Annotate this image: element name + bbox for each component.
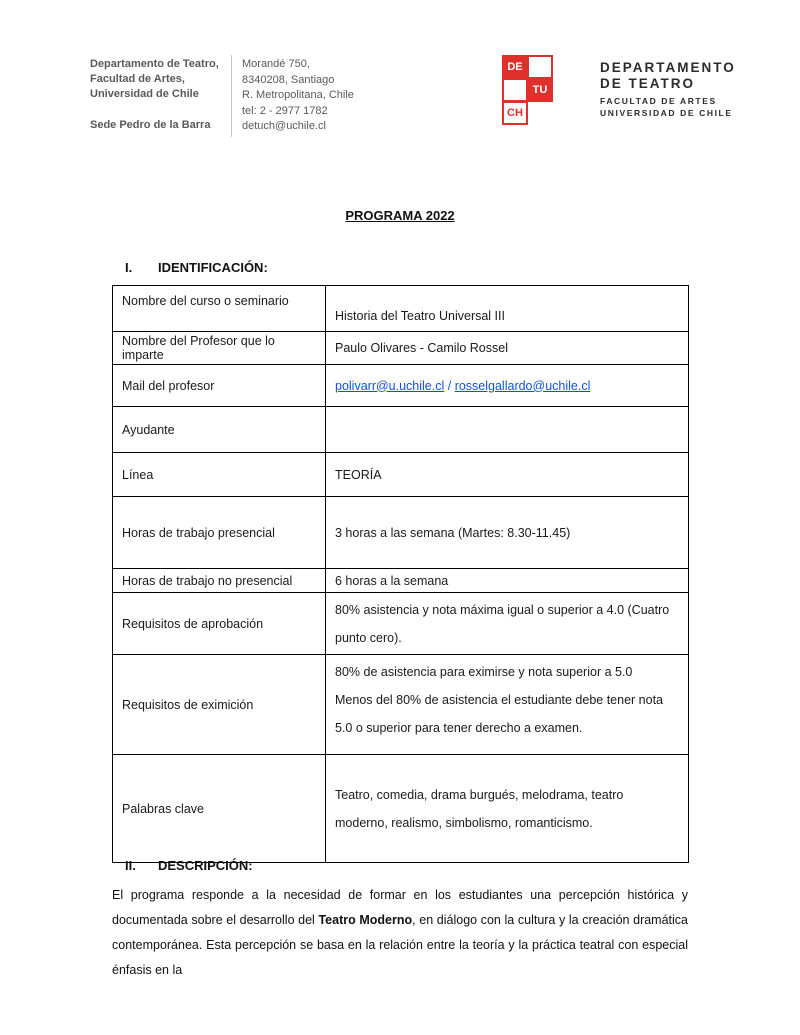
professor-email-link-2[interactable]: rosselgallardo@uchile.cl <box>454 378 591 393</box>
logo-row <box>503 102 553 125</box>
table-row <box>113 286 689 332</box>
row-label: Línea <box>113 453 326 497</box>
section-title: IDENTIFICACIÓN: <box>158 260 268 275</box>
table-row <box>113 593 689 655</box>
logo-box-empty <box>527 55 553 79</box>
header-contact <box>242 57 392 135</box>
row-label: Nombre del Profesor que lo imparte <box>113 332 326 365</box>
section-identification-heading <box>125 260 268 275</box>
institution-line: Facultad de Artes, <box>90 73 185 85</box>
header-institution <box>90 57 228 133</box>
header-divider <box>231 55 232 137</box>
row-value: Teatro, comedia, drama burgués, melodrama, teatro moderno, realismo, simbolismo, romanticismo. <box>326 755 689 863</box>
header-department-name <box>600 60 736 119</box>
detuch-logo-icon <box>503 56 553 125</box>
table-row <box>113 365 689 407</box>
logo-box-ch: CH <box>502 101 528 125</box>
logo-box-empty <box>502 78 528 102</box>
department-title-line: DE TEATRO <box>600 76 695 91</box>
logo-box-tu: TU <box>527 78 553 102</box>
department-title-line: DEPARTAMENTO <box>600 60 736 75</box>
row-value: TEORÍA <box>326 453 689 497</box>
row-value: Historia del Teatro Universal III <box>326 286 689 332</box>
institution-campus: Sede Pedro de la Barra <box>90 119 211 131</box>
table-row <box>113 407 689 453</box>
description-paragraph <box>112 883 688 983</box>
logo-row <box>503 79 553 102</box>
email-separator: / <box>444 378 455 393</box>
department-subtitle-line: UNIVERSIDAD DE CHILE <box>600 107 733 118</box>
row-label: Horas de trabajo presencial <box>113 497 326 569</box>
table-row <box>113 453 689 497</box>
description-text: El programa responde a la necesidad de formar en los estudiantes una percepción histórica y documentada sobre el desarrollo del <box>112 888 688 927</box>
document-header <box>90 55 750 145</box>
page-title: PROGRAMA 2022 <box>345 208 455 223</box>
row-label: Palabras clave <box>113 755 326 863</box>
row-value: 3 horas a las semana (Martes: 8.30-11.45) <box>326 497 689 569</box>
contact-phone: tel: 2 - 2977 1782 <box>242 104 328 117</box>
row-label: Requisitos de eximición <box>113 655 326 755</box>
row-value <box>326 655 689 755</box>
table-row <box>113 332 689 365</box>
contact-email: detuch@uchile.cl <box>242 120 326 132</box>
logo-box-de: DE <box>502 55 528 79</box>
section-title: DESCRIPCIÓN: <box>158 858 253 873</box>
section-number: II. <box>125 858 136 873</box>
row-label: Nombre del curso o seminario <box>113 286 326 332</box>
row-label: Mail del profesor <box>113 365 326 407</box>
contact-line: 8340208, Santiago <box>242 73 335 86</box>
row-value: 80% asistencia y nota máxima igual o superior a 4.0 (Cuatro punto cero). <box>326 593 689 655</box>
row-value <box>326 407 689 453</box>
contact-line: Morandé 750, <box>242 58 310 70</box>
row-value: 6 horas a la semana <box>326 569 689 593</box>
row-value-line: Menos del 80% de asistencia el estudiante debe tener nota 5.0 o superior para tener derecho a examen. <box>335 693 664 735</box>
row-value: Paulo Olivares - Camilo Rossel <box>326 332 689 365</box>
department-subtitle-line: FACULTAD DE ARTES <box>600 96 717 106</box>
identification-table <box>112 285 689 863</box>
description-bold-term: Teatro Moderno <box>318 913 413 927</box>
row-label: Ayudante <box>113 407 326 453</box>
row-label: Horas de trabajo no presencial <box>113 569 326 593</box>
institution-line: Universidad de Chile <box>90 88 199 100</box>
table-row <box>113 755 689 863</box>
professor-email-link-1[interactable]: polivarr@u.uchile.cl <box>335 378 445 393</box>
logo-row <box>503 56 553 79</box>
description-text: , en diálogo con la cultura y la creación dramática contemporánea. Esta percepción se basa en la relación entre la teoría y la práctica teatral con especial énfasis en la <box>112 913 689 977</box>
row-value-line: 80% de asistencia para eximirse y nota superior a 5.0 <box>335 665 633 679</box>
table-row <box>113 569 689 593</box>
table-row <box>113 655 689 755</box>
contact-line: R. Metropolitana, Chile <box>242 89 354 101</box>
row-label: Requisitos de aprobación <box>113 593 326 655</box>
section-number: I. <box>125 260 133 275</box>
institution-line: Departamento de Teatro, <box>90 58 219 70</box>
table-row <box>113 497 689 569</box>
row-value <box>326 365 689 407</box>
section-description-heading <box>125 858 253 873</box>
